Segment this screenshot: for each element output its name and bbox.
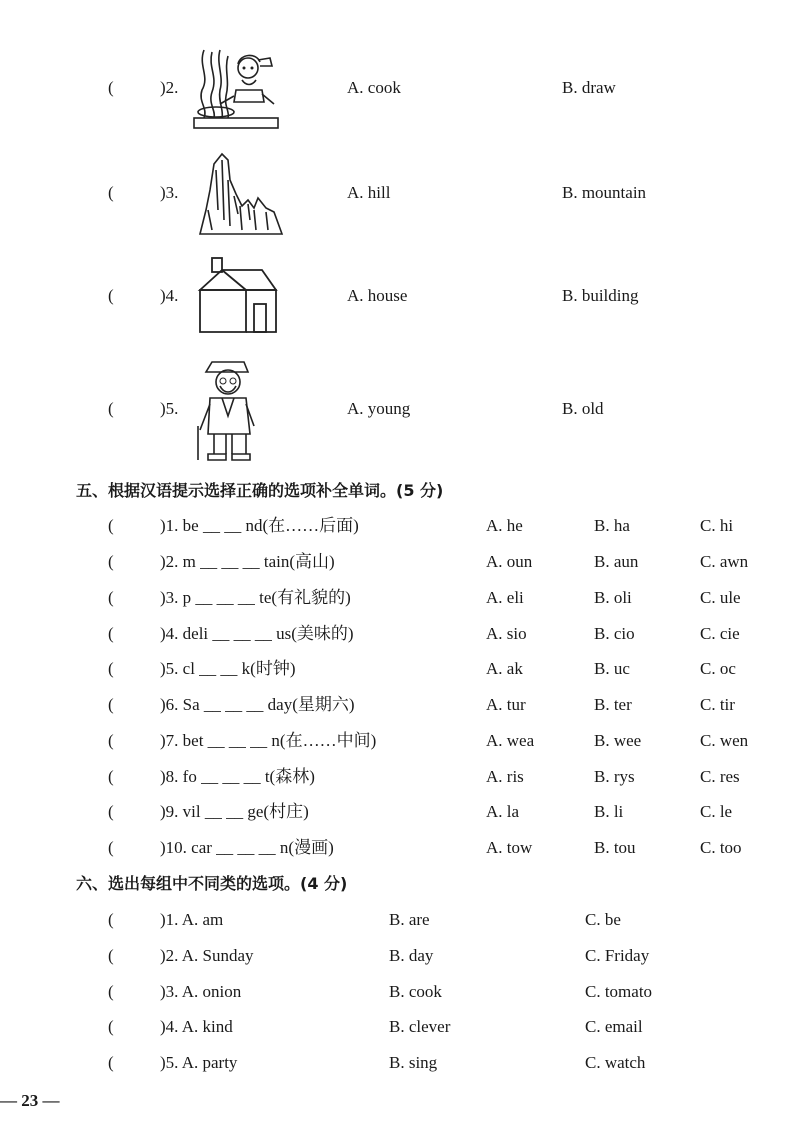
answer-paren[interactable]: ( <box>108 1017 114 1036</box>
option-c: C. ule <box>700 588 741 607</box>
option-b: B. sing <box>389 1053 438 1072</box>
option-c: C. wen <box>700 731 749 750</box>
item-number: )5. <box>160 399 179 418</box>
word-clue: )1. be __ __ nd(在……后面) <box>160 516 359 535</box>
option-c: C. too <box>700 838 742 857</box>
item-number: )3. <box>160 183 179 202</box>
option-c: C. watch <box>585 1053 646 1072</box>
option-a: )2. A. Sunday <box>160 946 254 965</box>
option-b: B. oli <box>594 588 632 607</box>
option-b: B. li <box>594 802 624 821</box>
answer-paren[interactable]: ( <box>108 982 114 1001</box>
section6-title: 六、选出每组中不同类的选项。(4 分) <box>76 874 348 893</box>
answer-paren[interactable]: ( <box>108 838 114 857</box>
answer-paren[interactable]: ( <box>108 731 114 750</box>
word-clue: )5. cl __ __ k(时钟) <box>160 659 296 678</box>
option-b: B. day <box>389 946 434 965</box>
answer-paren[interactable]: ( <box>108 1053 114 1072</box>
item-number: )4. <box>160 286 179 305</box>
old-man-picture <box>192 356 262 462</box>
answer-paren[interactable]: ( <box>108 552 114 571</box>
option-a: A. ris <box>486 767 524 786</box>
option-a: A. hill <box>347 183 391 202</box>
option-a: A. ak <box>486 659 523 678</box>
item-number: )2. <box>160 78 179 97</box>
option-b: B. cio <box>594 624 635 643</box>
option-c: C. be <box>585 910 621 929</box>
option-b: B. ter <box>594 695 632 714</box>
option-b: B. mountain <box>562 183 647 202</box>
option-b: B. ha <box>594 516 630 535</box>
option-a: )5. A. party <box>160 1053 238 1072</box>
option-c: C. Friday <box>585 946 650 965</box>
answer-paren[interactable]: ( <box>108 695 114 714</box>
option-c: C. awn <box>700 552 749 571</box>
word-clue: )2. m __ __ __ tain(高山) <box>160 552 335 571</box>
option-c: C. oc <box>700 659 736 678</box>
option-b: B. wee <box>594 731 642 750</box>
option-b: B. clever <box>389 1017 451 1036</box>
option-a: A. sio <box>486 624 527 643</box>
option-b: B. draw <box>562 78 616 97</box>
option-a: A. oun <box>486 552 533 571</box>
answer-paren[interactable]: ( <box>108 659 114 678</box>
word-clue: )8. fo __ __ __ t(森林) <box>160 767 315 786</box>
option-c: C. tir <box>700 695 735 714</box>
word-clue: )10. car __ __ __ n(漫画) <box>160 838 334 857</box>
section5-title: 五、根据汉语提示选择正确的选项补全单词。(5 分) <box>76 481 444 500</box>
option-b: B. old <box>562 399 604 418</box>
option-a: A. tur <box>486 695 526 714</box>
option-a: )3. A. onion <box>160 982 242 1001</box>
word-clue: )7. bet __ __ __ n(在……中间) <box>160 731 377 750</box>
option-c: C. email <box>585 1017 643 1036</box>
page-number: — 23 — <box>0 1091 60 1110</box>
answer-paren[interactable]: ( <box>108 516 114 535</box>
word-clue: )4. deli __ __ __ us(美味的) <box>160 624 354 643</box>
option-a: )4. A. kind <box>160 1017 233 1036</box>
answer-paren[interactable]: ( <box>108 767 114 786</box>
word-clue: )3. p __ __ __ te(有礼貌的) <box>160 588 351 607</box>
answer-paren[interactable]: ( <box>108 946 114 965</box>
option-a: A. tow <box>486 838 533 857</box>
word-clue: )6. Sa __ __ __ day(星期六) <box>160 695 355 714</box>
option-b: B. tou <box>594 838 636 857</box>
option-a: A. house <box>347 286 408 305</box>
mountain-picture <box>196 150 286 236</box>
answer-paren[interactable]: ( <box>108 183 114 202</box>
option-a: A. young <box>347 399 411 418</box>
option-c: C. le <box>700 802 733 821</box>
answer-paren[interactable]: ( <box>108 399 114 418</box>
option-a: A. la <box>486 802 520 821</box>
option-b: B. rys <box>594 767 635 786</box>
answer-paren[interactable]: ( <box>108 78 114 97</box>
option-c: C. res <box>700 767 740 786</box>
house-picture <box>196 254 280 336</box>
answer-paren[interactable]: ( <box>108 624 114 643</box>
answer-paren[interactable]: ( <box>108 588 114 607</box>
option-b: B. cook <box>389 982 442 1001</box>
option-a: )1. A. am <box>160 910 224 929</box>
option-c: C. hi <box>700 516 734 535</box>
chef-cooking-picture <box>190 46 280 132</box>
option-a: A. he <box>486 516 523 535</box>
answer-paren[interactable]: ( <box>108 802 114 821</box>
option-c: C. tomato <box>585 982 653 1001</box>
option-a: A. eli <box>486 588 524 607</box>
answer-paren[interactable]: ( <box>108 910 114 929</box>
option-b: B. aun <box>594 552 639 571</box>
option-b: B. uc <box>594 659 630 678</box>
answer-paren[interactable]: ( <box>108 286 114 305</box>
option-b: B. are <box>389 910 430 929</box>
word-clue: )9. vil __ __ ge(村庄) <box>160 802 309 821</box>
option-a: A. wea <box>486 731 535 750</box>
option-b: B. building <box>562 286 639 305</box>
option-c: C. cie <box>700 624 740 643</box>
option-a: A. cook <box>347 78 401 97</box>
